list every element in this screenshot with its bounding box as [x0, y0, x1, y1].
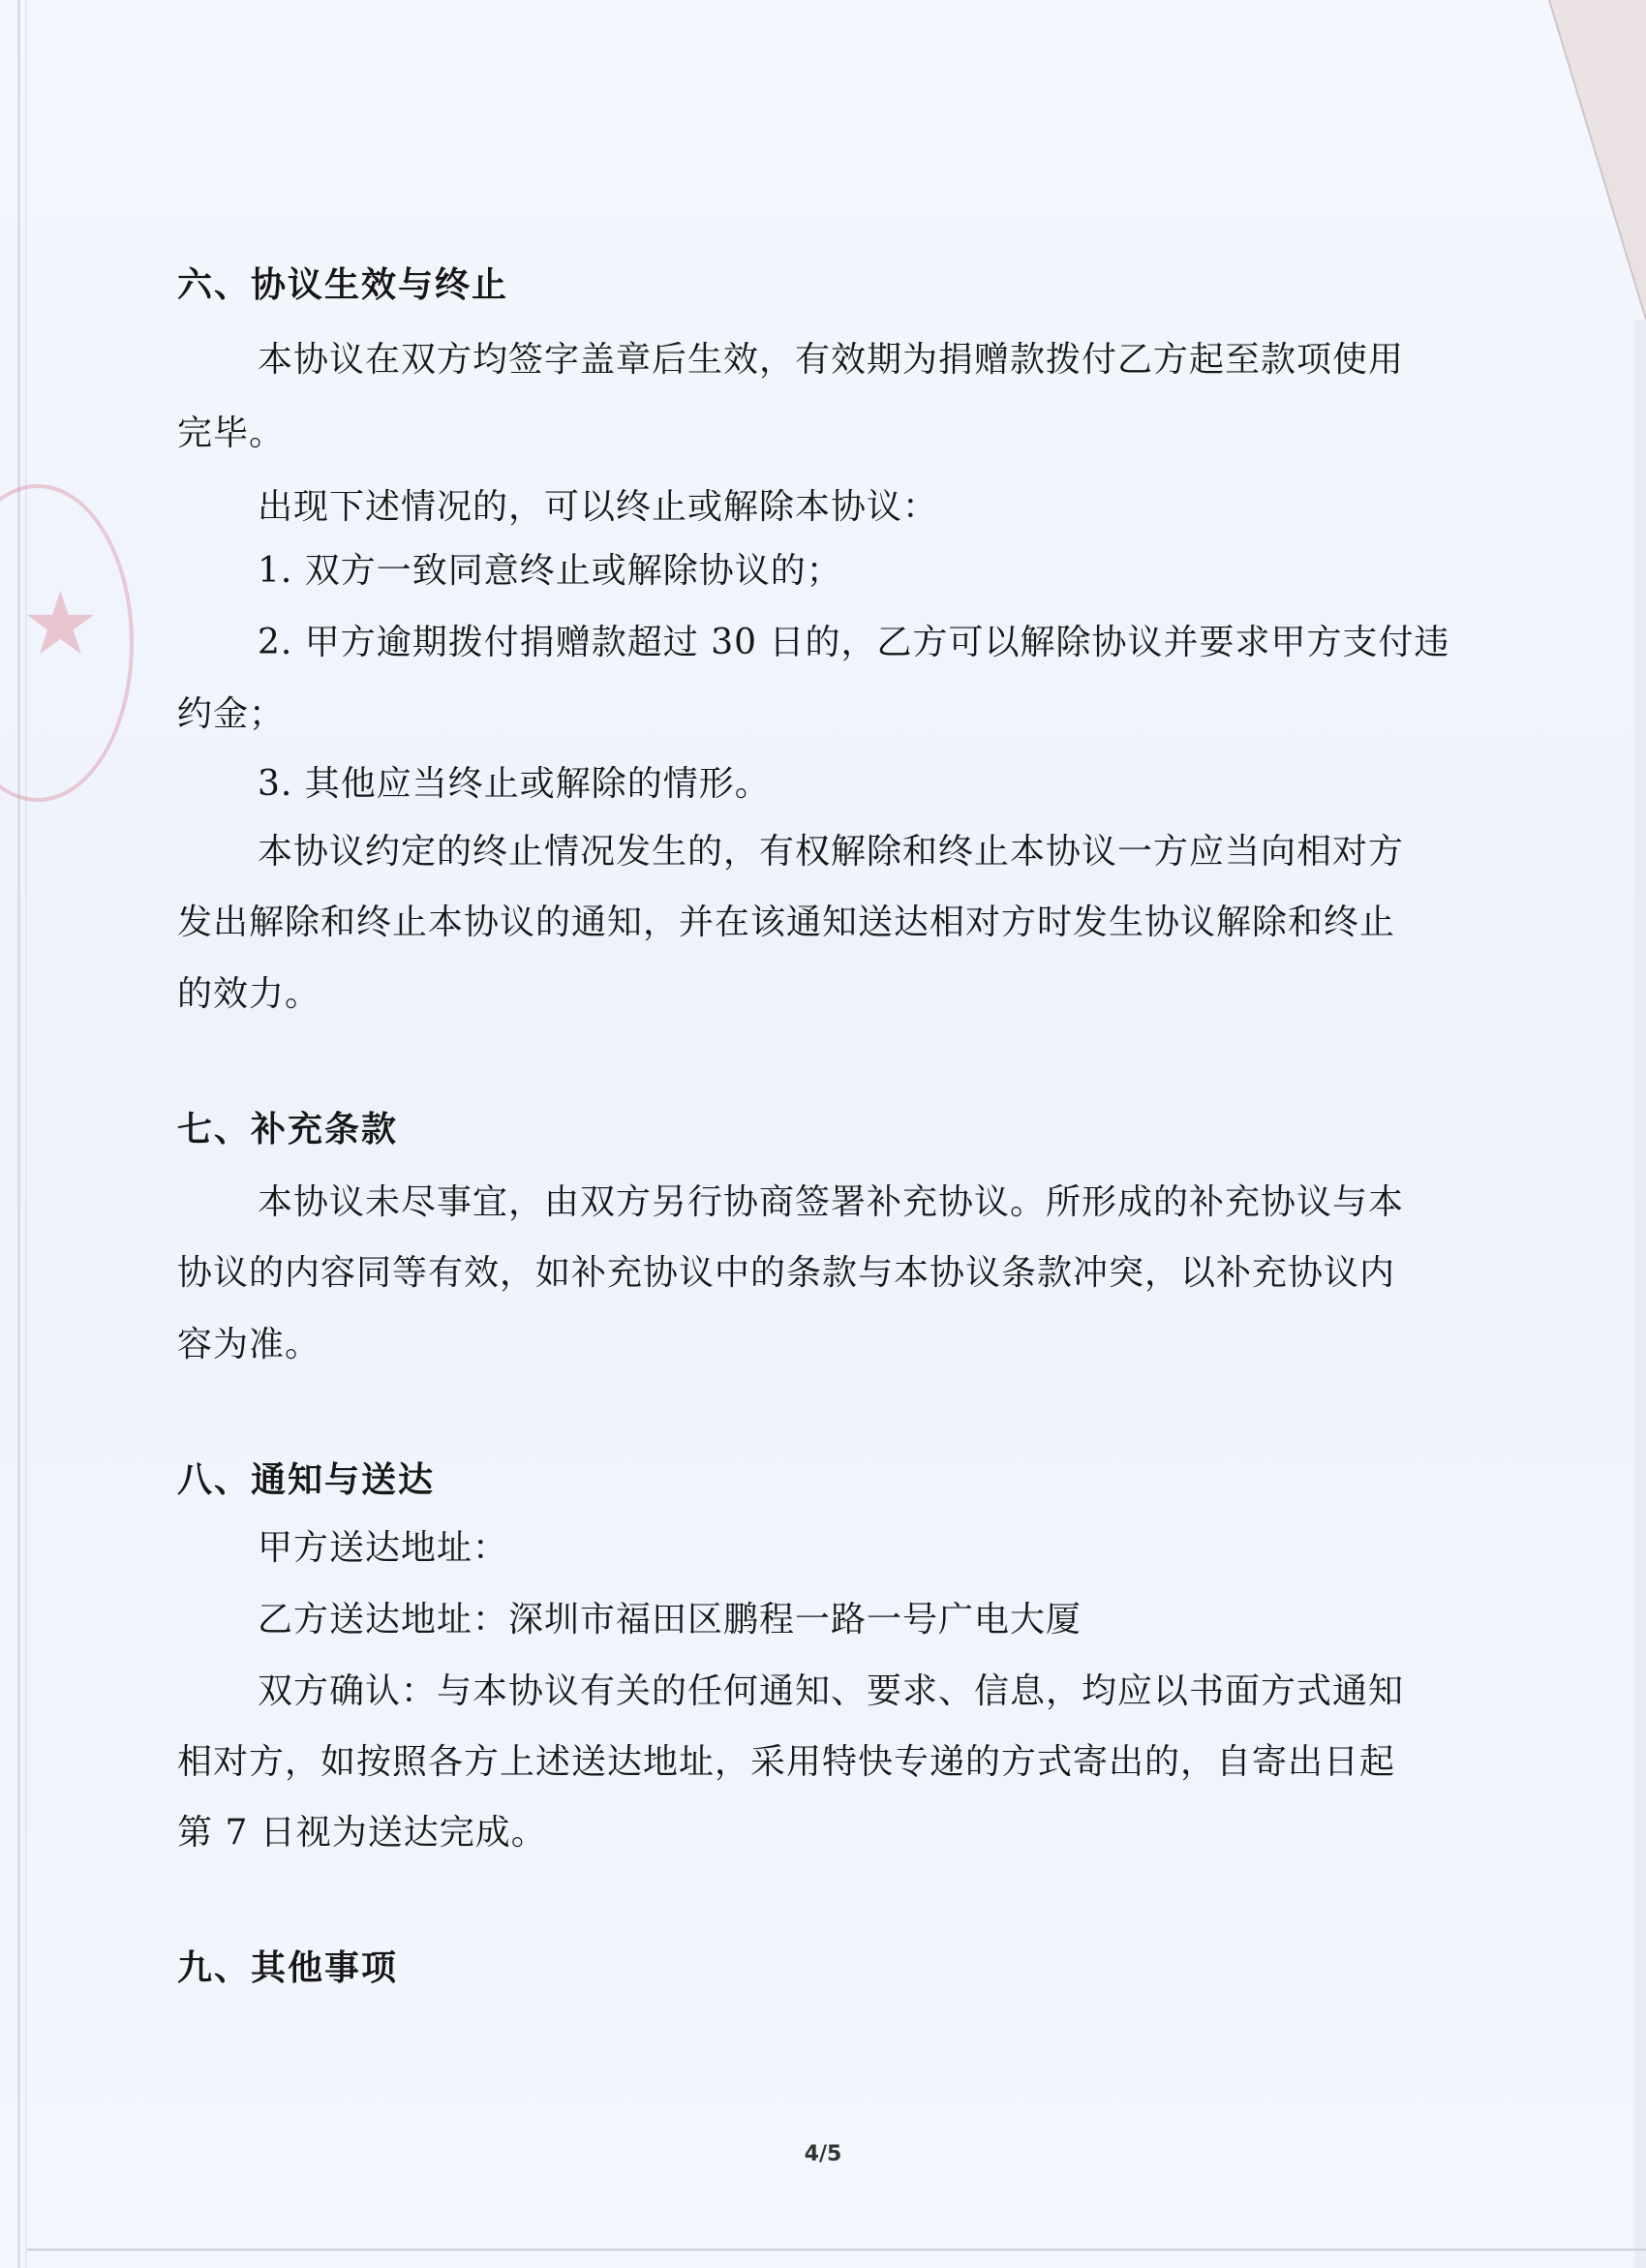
section-heading: 六、协议生效与终止: [177, 265, 509, 305]
paragraph-line: 的效力。: [177, 974, 321, 1014]
section-heading: 九、其他事项: [177, 1948, 399, 1988]
address-line: 甲方送达地址：: [258, 1528, 509, 1568]
section-heading: 八、通知与送达: [177, 1460, 436, 1500]
paragraph-line: 发出解除和终止本协议的通知，并在该通知送达相对方时发生协议解除和终止: [177, 903, 1396, 942]
paragraph-line: 第 7 日视为送达完成。: [177, 1813, 547, 1853]
paragraph-line: 本协议约定的终止情况发生的，有权解除和终止本协议一方应当向相对方: [258, 832, 1405, 872]
list-item: 1. 双方一致同意终止或解除协议的；: [258, 551, 842, 591]
bottom-edge: [27, 2249, 1646, 2251]
page-edge: [25, 0, 27, 2268]
paragraph-line: 双方确认：与本协议有关的任何通知、要求、信息，均应以书面方式通知: [258, 1671, 1405, 1711]
folded-corner: [1510, 0, 1646, 2268]
address-line: 乙方送达地址：深圳市福田区鹏程一路一号广电大厦: [258, 1600, 1082, 1640]
paragraph-line: 出现下述情况的，可以终止或解除本协议：: [258, 487, 939, 527]
page-edge: [17, 0, 20, 2268]
list-item: 约金；: [177, 694, 286, 734]
paragraph-line: 协议的内容同等有效，如补充协议中的条款与本协议条款冲突，以补充协议内: [177, 1253, 1396, 1293]
paragraph-line: 本协议在双方均签字盖章后生效，有效期为捐赠款拨付乙方起至款项使用: [258, 340, 1405, 380]
paragraph-line: 相对方，如按照各方上述送达地址，采用特快专递的方式寄出的，自寄出日起: [177, 1742, 1396, 1782]
section-heading: 七、补充条款: [177, 1110, 399, 1149]
page-number: 4/5: [804, 2142, 842, 2166]
list-item: 3. 其他应当终止或解除的情形。: [258, 764, 771, 804]
seal-star-icon: ★: [21, 573, 100, 675]
paragraph-line: 容为准。: [177, 1325, 321, 1364]
paragraph-line: 本协议未尽事宜，由双方另行协商签署补充协议。所形成的补充协议与本: [258, 1182, 1405, 1222]
list-item: 2. 甲方逾期拨付捐赠款超过 30 日的，乙方可以解除协议并要求甲方支付违: [258, 623, 1450, 662]
paragraph-line: 完毕。: [177, 414, 286, 453]
